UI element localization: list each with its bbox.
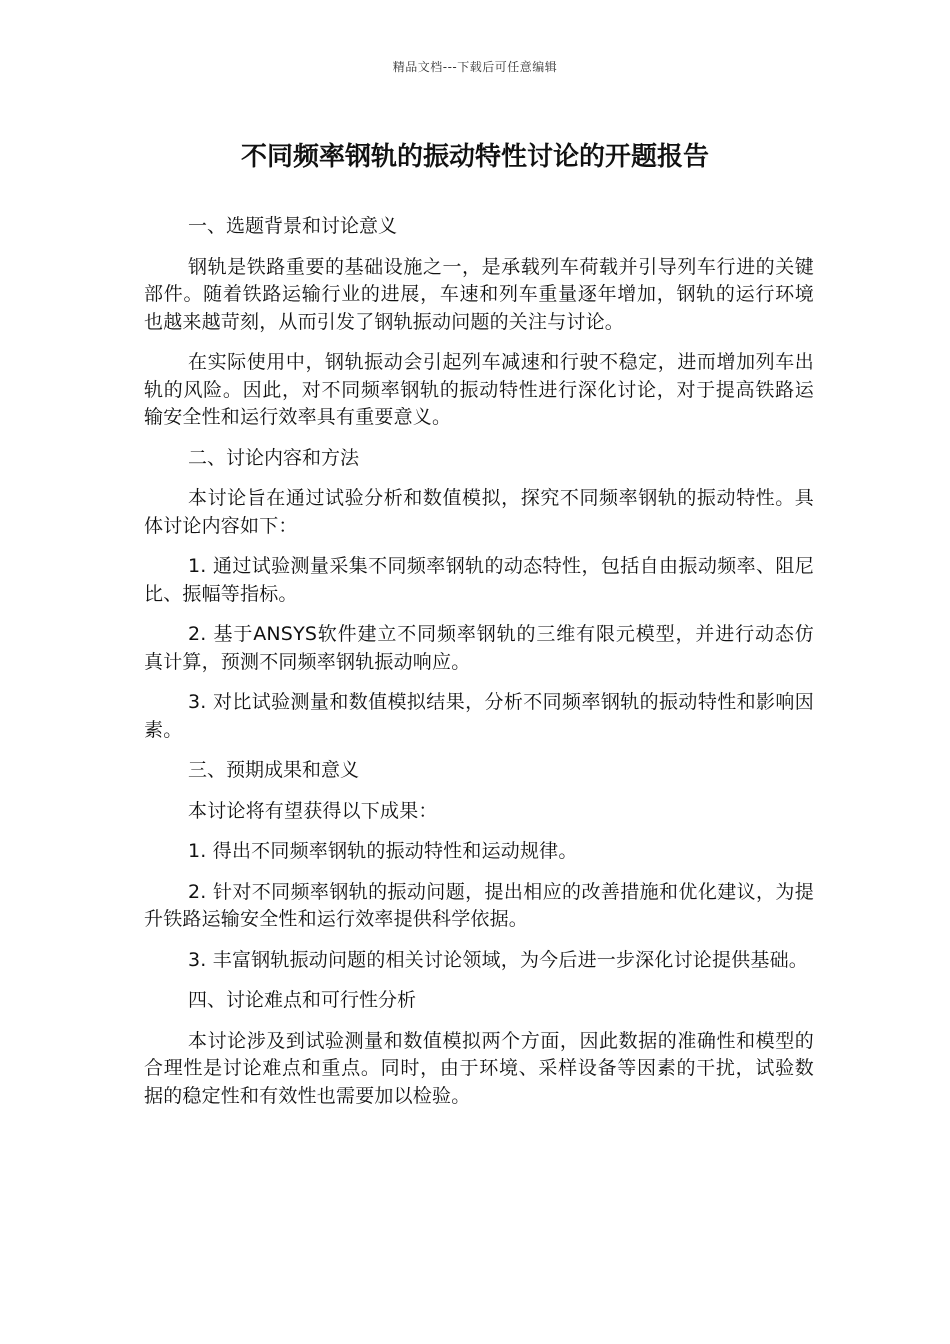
paragraph: 本讨论将有望获得以下成果： [188,799,438,822]
header-note: 精品文档---下载后可任意编辑 [392,60,558,74]
list-item: 1. 通过试验测量采集不同频率钢轨的动态特性，包括自由振动频率、阻尼比、振幅等指标。 [144,555,814,605]
list-item: 2. 针对不同频率钢轨的振动问题，提出相应的改善措施和优化建议，为提升铁路运输安全性和运行效率提供科学依据。 [144,880,814,930]
document-body [144,213,814,1123]
list-item: 3. 丰富钢轨振动问题的相关讨论领域，为今后进一步深化讨论提供基础。 [188,948,808,971]
list-item: 2. 基于ANSYS软件建立不同频率钢轨的三维有限元模型，并进行动态仿真计算，预测不同频率钢轨振动响应。 [144,623,814,673]
paragraph: 在实际使用中，钢轨振动会引起列车减速和行驶不稳定，进而增加列车出轨的风险。因此，对不同频率钢轨的振动特性进行深化讨论，对于提高铁路运输安全性和运行效率具有重要意义。 [144,351,814,428]
section-content-methods [144,445,814,745]
paragraph: 钢轨是铁路重要的基础设施之一，是承载列车荷载并引导列车行进的关键部件。随着铁路运输行业的进展，车速和列车重量逐年增加，钢轨的运行环境也越来越苛刻，从而引发了钢轨振动问题的关注与讨论。 [144,255,814,333]
section-heading: 二、讨论内容和方法 [188,446,360,469]
section-heading: 四、讨论难点和可行性分析 [188,989,417,1011]
section-background [144,213,814,432]
list-item: 3. 对比试验测量和数值模拟结果，分析不同频率钢轨的振动特性和影响因素。 [144,691,814,741]
page-title: 不同频率钢轨的振动特性讨论的开题报告 [240,142,709,172]
paragraph: 本讨论涉及到试验测量和数值模拟两个方面，因此数据的准确性和模型的合理性是讨论难点和重点。同时，由于环境、采样设备等因素的干扰，试验数据的稳定性和有效性也需要加以检验。 [144,1029,814,1107]
paragraph: 本讨论旨在通过试验分析和数值模拟，探究不同频率钢轨的振动特性。具体讨论内容如下： [144,487,814,537]
section-heading: 三、预期成果和意义 [188,759,360,781]
section-heading: 一、选题背景和讨论意义 [188,215,398,237]
list-item: 1. 得出不同频率钢轨的振动特性和运动规律。 [188,840,578,862]
section-expected-results [144,757,814,974]
section-difficulties [144,987,814,1110]
